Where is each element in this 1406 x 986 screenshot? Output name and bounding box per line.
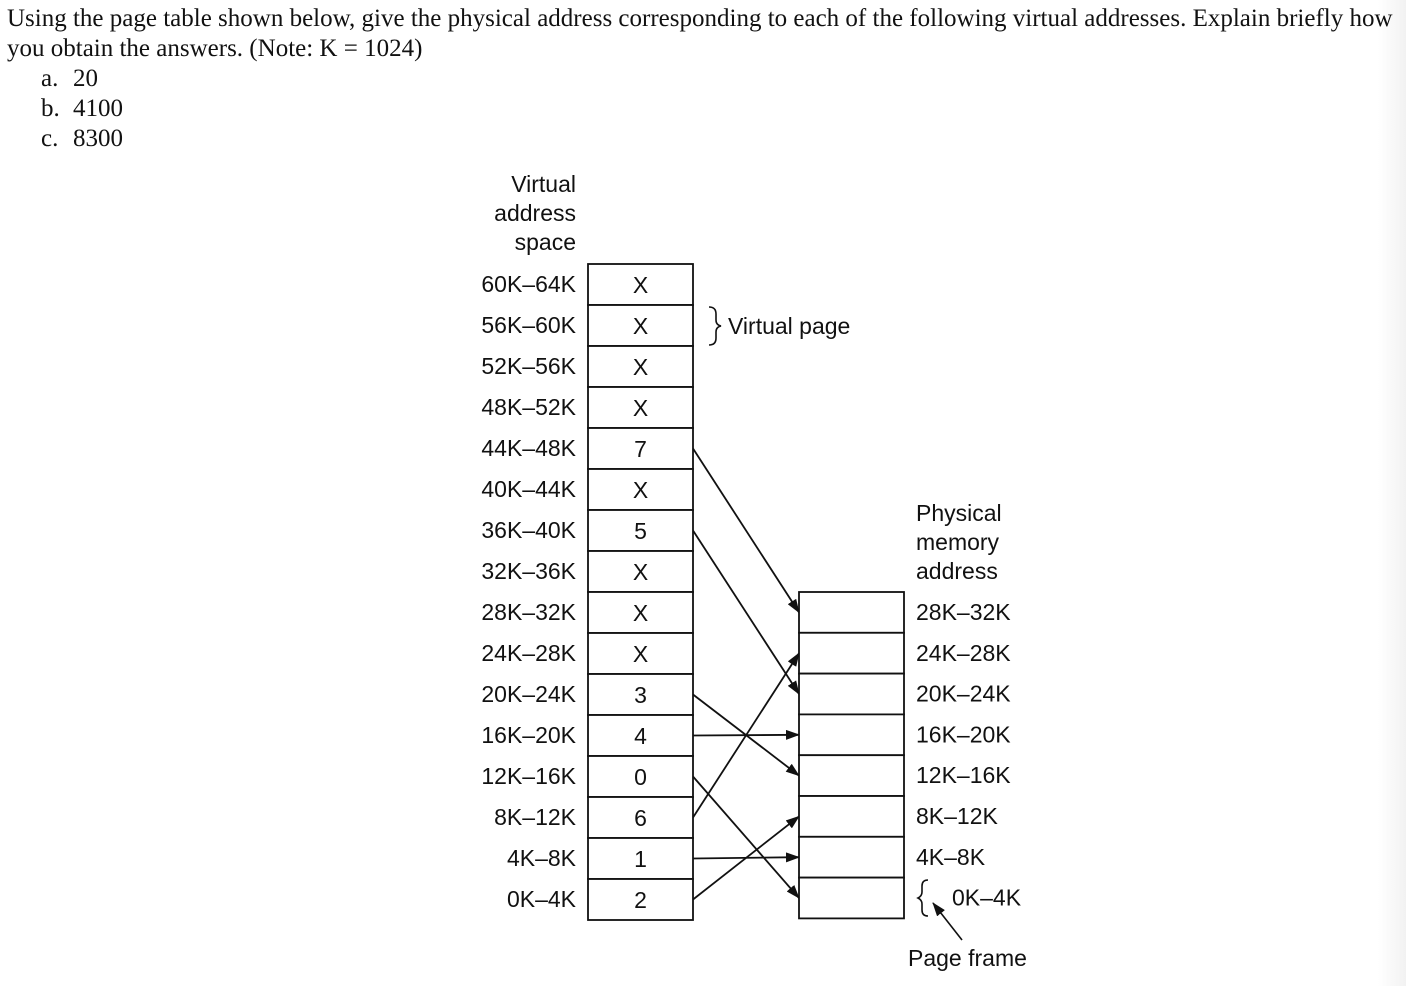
virtual-space-title-line: Virtual bbox=[511, 171, 576, 197]
physical-frame-cell bbox=[799, 796, 904, 837]
page-table-entry: 7 bbox=[634, 436, 647, 462]
option-letter: c. bbox=[41, 125, 59, 152]
page-table-entry: X bbox=[632, 559, 649, 585]
page-table-entry: 2 bbox=[634, 887, 647, 913]
virtual-range-label: 16K–20K bbox=[481, 722, 576, 748]
physical-range-label: 28K–32K bbox=[916, 599, 1011, 625]
page-table-entry: X bbox=[632, 272, 649, 298]
page-table-entry: 0 bbox=[634, 764, 647, 790]
virtual-range-label: 56K–60K bbox=[481, 312, 576, 338]
virtual-range-label: 0K–4K bbox=[506, 886, 576, 912]
page-table-entry: X bbox=[632, 477, 649, 503]
virtual-range-label: 40K–44K bbox=[481, 476, 576, 502]
virtual-range-label: 4K–8K bbox=[506, 845, 576, 871]
virtual-range-label: 20K–24K bbox=[481, 681, 576, 707]
physical-frame-table bbox=[799, 592, 1022, 918]
option-value: 20 bbox=[73, 65, 98, 92]
page-table-entry: X bbox=[632, 354, 649, 380]
virtual-page-label: Virtual page bbox=[728, 313, 851, 339]
mapping-arrows bbox=[693, 449, 799, 900]
physical-frame-cell bbox=[799, 878, 904, 919]
virtual-range-label: 32K–36K bbox=[481, 558, 576, 584]
page-table-entry: 6 bbox=[634, 805, 647, 831]
physical-range-label: 24K–28K bbox=[916, 639, 1011, 666]
virtual-range-label: 28K–32K bbox=[481, 599, 576, 625]
physical-range-label: 12K–16K bbox=[916, 762, 1011, 789]
virtual-range-label: 24K–28K bbox=[481, 640, 576, 666]
virtual-range-label: 60K–64K bbox=[481, 271, 576, 297]
option-letter: a. bbox=[41, 65, 59, 92]
physical-memory-title-line: address bbox=[916, 558, 998, 584]
page-table-entry: X bbox=[632, 395, 649, 421]
physical-frame-cell bbox=[799, 633, 904, 674]
mapping-arrow bbox=[693, 531, 799, 695]
physical-range-label: 8K–12K bbox=[916, 803, 998, 829]
virtual-page-brace bbox=[709, 307, 721, 345]
physical-frame-cell bbox=[799, 714, 904, 755]
virtual-range-label: 48K–52K bbox=[481, 394, 576, 420]
page-table-entry: X bbox=[632, 600, 649, 626]
physical-range-label: 4K–8K bbox=[916, 843, 986, 870]
page-table-entry: 4 bbox=[634, 723, 647, 749]
physical-frame-cell bbox=[799, 755, 904, 796]
option-letter: b. bbox=[41, 95, 60, 122]
physical-memory-title-line: Physical bbox=[916, 500, 1002, 526]
option-value: 4100 bbox=[73, 95, 123, 122]
physical-frame-cell bbox=[799, 592, 904, 633]
virtual-range-label: 8K–12K bbox=[494, 804, 576, 830]
virtual-space-title-line: space bbox=[514, 229, 576, 255]
virtual-page-table bbox=[481, 264, 693, 920]
page-table-entry: 5 bbox=[634, 518, 647, 544]
physical-memory-title-line: memory bbox=[916, 529, 1000, 555]
virtual-range-label: 44K–48K bbox=[481, 435, 576, 461]
page-table-entry: X bbox=[632, 313, 649, 339]
page-table-entry: 1 bbox=[634, 846, 647, 872]
physical-frame-cell bbox=[799, 674, 904, 715]
physical-frame-cell bbox=[799, 837, 904, 878]
page-table-entry: 3 bbox=[634, 682, 647, 708]
question-text: Using the page table shown below, give the physical address corresponding to each of the following virtual addresses. Explain briefly how you obtain the answers. (Note: K = 1024) bbox=[7, 5, 1393, 62]
option-value: 8300 bbox=[73, 125, 123, 152]
mapping-arrow bbox=[693, 777, 799, 899]
physical-range-label: 16K–20K bbox=[916, 721, 1011, 748]
mapping-arrow bbox=[693, 449, 799, 613]
virtual-range-label: 36K–40K bbox=[481, 517, 576, 543]
physical-range-label: 20K–24K bbox=[916, 680, 1011, 707]
page-frame-brace bbox=[918, 880, 928, 916]
virtual-range-label: 52K–56K bbox=[481, 353, 576, 379]
virtual-range-label: 12K–16K bbox=[481, 763, 576, 789]
virtual-space-title-line: address bbox=[494, 200, 576, 226]
physical-range-label: 0K–4K bbox=[952, 884, 1022, 911]
page-table-entry: X bbox=[632, 641, 649, 667]
page-frame-label: Page frame bbox=[908, 945, 1027, 971]
